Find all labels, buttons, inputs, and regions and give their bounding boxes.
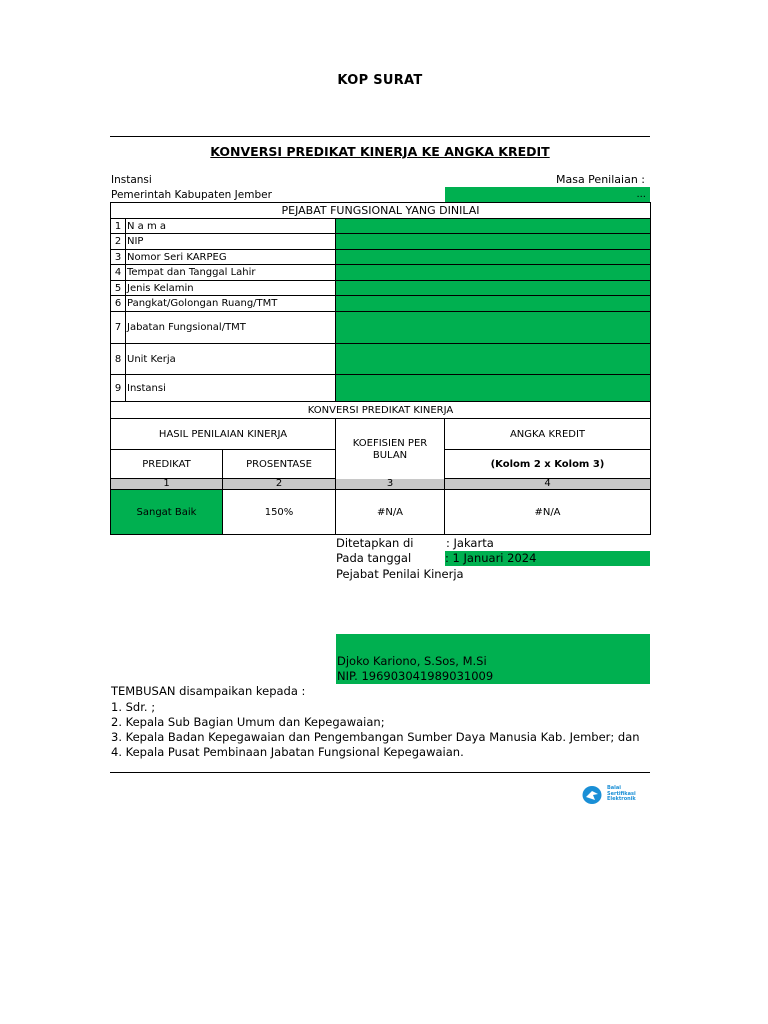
koefisien-value: #N/A bbox=[336, 490, 445, 535]
pejabat-row-value bbox=[336, 375, 651, 402]
pejabat-row-number: 6 bbox=[110, 296, 126, 312]
pejabat-row-label: Jenis Kelamin bbox=[126, 281, 336, 296]
instansi-label: Instansi bbox=[111, 174, 152, 186]
predikat-value: Sangat Baik bbox=[110, 490, 223, 535]
ditetapkan-label: Ditetapkan di bbox=[336, 536, 414, 550]
pejabat-row-number: 8 bbox=[110, 344, 126, 375]
pejabat-row-label: Nomor Seri KARPEG bbox=[126, 250, 336, 265]
tembusan-item: 4. Kepala Pusat Pembinaan Jabatan Fungsional Kepegawaian. bbox=[111, 745, 464, 759]
pejabat-heading: PEJABAT FUNGSIONAL YANG DINILAI bbox=[110, 202, 651, 219]
pejabat-row-number: 5 bbox=[110, 281, 126, 296]
tembusan-item: 3. Kepala Badan Kepegawaian dan Pengembangan Sumber Daya Manusia Kab. Jember; dan bbox=[111, 730, 640, 744]
pejabat-row-label: N a m a bbox=[126, 219, 336, 234]
signer-nip: NIP. 196903041989031009 bbox=[337, 669, 494, 683]
bsre-logo-text: Balai Sertifikasi Elektronik bbox=[607, 785, 636, 802]
bsre-emblem-icon bbox=[582, 785, 604, 805]
pejabat-row-label: Pangkat/Golongan Ruang/TMT bbox=[126, 296, 336, 312]
prosentase-header: PROSENTASE bbox=[223, 450, 336, 479]
formula-header: (Kolom 2 x Kolom 3) bbox=[445, 450, 651, 479]
pejabat-row-number: 7 bbox=[110, 312, 126, 344]
pejabat-row-number: 4 bbox=[110, 265, 126, 281]
pejabat-row-number: 9 bbox=[110, 375, 126, 402]
masa-penilaian-label: Masa Penilaian : bbox=[555, 173, 645, 186]
tanggal-label: Pada tanggal bbox=[336, 551, 412, 565]
pejabat-row-number: 2 bbox=[110, 234, 126, 250]
koefisien-header: KOEFISIEN PER BULAN bbox=[336, 419, 445, 481]
col-num-1: 1 bbox=[110, 479, 223, 490]
pejabat-row-value bbox=[336, 281, 651, 296]
pejabat-row-value bbox=[336, 265, 651, 281]
col-num-2: 2 bbox=[223, 479, 336, 490]
divider-top bbox=[110, 136, 650, 137]
pejabat-row-label: Tempat dan Tanggal Lahir bbox=[126, 265, 336, 281]
col-num-3: 3 bbox=[336, 479, 445, 490]
tembusan-item: 2. Kepala Sub Bagian Umum dan Kepegawaian; bbox=[111, 715, 385, 729]
ditetapkan-value: : Jakarta bbox=[446, 536, 494, 550]
pejabat-row-value bbox=[336, 296, 651, 312]
pejabat-row-label: NIP bbox=[126, 234, 336, 250]
masa-penilaian-value: ... bbox=[445, 187, 650, 202]
pejabat-row-number: 1 bbox=[110, 219, 126, 234]
tembusan-item: 1. Sdr. ; bbox=[111, 700, 156, 714]
angka-kredit-value: #N/A bbox=[445, 490, 651, 535]
tanggal-value: : 1 Januari 2024 bbox=[445, 551, 650, 566]
tembusan-heading: TEMBUSAN disampaikan kepada : bbox=[111, 684, 306, 698]
signature-box bbox=[336, 634, 650, 684]
predikat-header: PREDIKAT bbox=[110, 450, 223, 479]
pejabat-row-value bbox=[336, 234, 651, 250]
pejabat-row-value bbox=[336, 250, 651, 265]
pejabat-row-label: Instansi bbox=[126, 375, 336, 402]
divider-bottom bbox=[110, 772, 650, 773]
document-title: KONVERSI PREDIKAT KINERJA KE ANGKA KREDIT bbox=[210, 144, 550, 159]
signer-name: Djoko Kariono, S.Sos, M.Si bbox=[337, 654, 487, 668]
pejabat-row-value bbox=[336, 312, 651, 344]
pejabat-row-value bbox=[336, 344, 651, 375]
bsre-logo bbox=[582, 785, 646, 805]
pejabat-row-label: Jabatan Fungsional/TMT bbox=[126, 312, 336, 344]
angka-kredit-header: ANGKA KREDIT bbox=[445, 419, 651, 450]
pejabat-row-value bbox=[336, 219, 651, 234]
konversi-heading: KONVERSI PREDIKAT KINERJA bbox=[110, 402, 651, 419]
hasil-penilaian-header: HASIL PENILAIAN KINERJA bbox=[110, 419, 336, 450]
instansi-value: Pemerintah Kabupaten Jember bbox=[111, 189, 272, 201]
prosentase-value: 150% bbox=[223, 490, 336, 535]
pejabat-row-label: Unit Kerja bbox=[126, 344, 336, 375]
pejabat-row-number: 3 bbox=[110, 250, 126, 265]
kop-surat: KOP SURAT bbox=[337, 73, 423, 88]
col-num-4: 4 bbox=[445, 479, 651, 490]
pejabat-penilai-label: Pejabat Penilai Kinerja bbox=[336, 567, 464, 581]
